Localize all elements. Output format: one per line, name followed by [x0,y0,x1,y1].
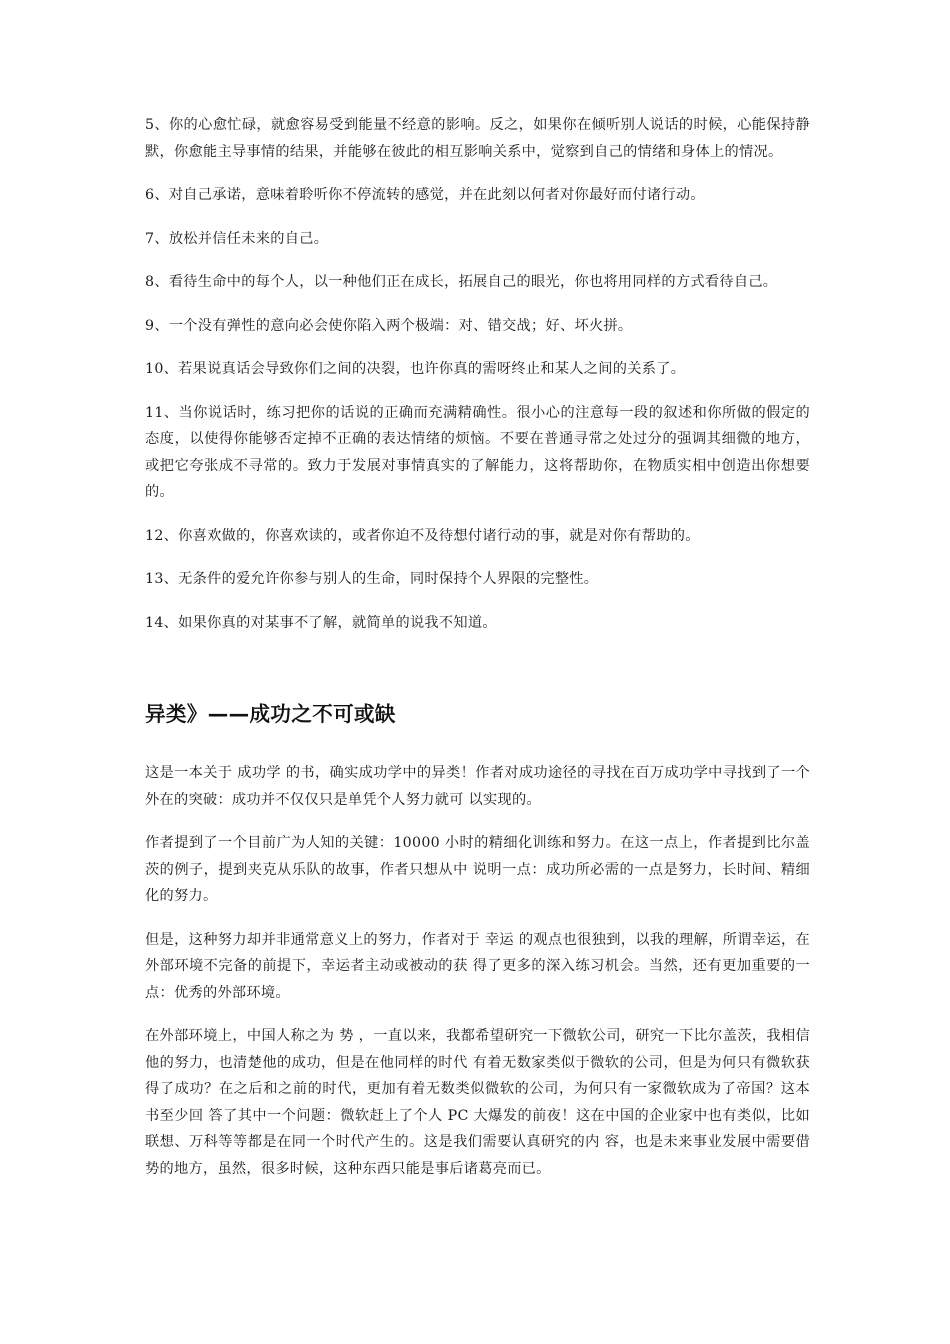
section-paragraph-2: 作者提到了一个目前广为人知的关键：10000 小时的精细化训练和努力。在这一点上，作者提到比尔盖茨的例子，提到夹克从乐队的故事，作者只想从中 说明一点：成功所必需的一点是努力，长时间、精细化的努力。 [145,835,810,904]
list-item-6: 6、对自己承诺，意味着聆听你不停流转的感觉，并在此刻以何者对你最好而付诸行动。 [145,187,705,203]
section-paragraph-1: 这是一本关于 成功学 的书，确实成功学中的异类！作者对成功途径的寻找在百万成功学中寻找到了一个外在的突破：成功并不仅仅只是单凭个人努力就可 以实现的。 [145,765,810,808]
list-item-7: 7、放松并信任未来的自己。 [145,230,329,247]
list-item-10: 10、若果说真话会导致你们之间的决裂，也许你真的需呀终止和某人之间的关系了。 [145,361,686,377]
document-page [145,112,810,1199]
list-item-13: 13、无条件的爱允许你参与别人的生命，同时保持个人界限的完整性。 [145,571,599,587]
section-paragraph-4: 在外部环境上，中国人称之为 势 ，一直以来，我都希望研究一下微软公司，研究一下比尔盖茨，我相信他的努力，也清楚他的成功，但是在他同样的时代 有着无数家类似于微软的公司，但是为何只有微软获得了成功？在之后和之前的时代，更加有着无数类似微软的公司，为何只有一家微软成为了帝国？这本书至少回 答了其中一个问题：微软赶上了个人 PC 大爆发的前夜！这在中国的企业家中也有类似，比如联想、万科等等都是在同一个时代产生的。这是我们需要认真研究的内 容，也是未来事业发展中需要借势的地方，虽然，很多时候，这种东西只能是事后诸葛亮而已。 [145,1028,810,1177]
list-item-11: 11、当你说话时，练习把你的话说的正确而充满精确性。很小心的注意每一段的叙述和你所做的假定的态度，以使得你能够否定掉不正确的表达情绪的烦恼。不要在普通寻常之处过分的强调其细微的地方，或把它夸张成不寻常的。致力于发展对事情真实的了解能力，这将帮助你，在物质实相中创造出你想要的。 [145,404,810,500]
list-item-9: 9、一个没有弹性的意向必会使你陷入两个极端：对、错交战；好、坏火拼。 [145,317,633,334]
section-heading: 异类》——成功之不可或缺 [145,702,396,726]
list-item-14: 14、如果你真的对某事不了解，就简单的说我不知道。 [145,614,497,631]
list-item-12: 12、你喜欢做的，你喜欢读的，或者你迫不及待想付诸行动的事，就是对你有帮助的。 [145,527,700,544]
list-item-5: 5、你的心愈忙碌，就愈容易受到能量不经意的影响。反之，如果你在倾听别人说话的时候，心能保持静默，你愈能主导事情的结果，并能够在彼此的相互影响关系中，觉察到自己的情绪和身体上的情况。 [145,117,810,160]
section-paragraph-3: 但是，这种努力却并非通常意义上的努力，作者对于 幸运 的观点也很独到，以我的理解，所谓幸运，在外部环境不完备的前提下，幸运者主动或被动的获 得了更多的深入练习机会。当然，还有更加重要的一点：优秀的外部环境。 [145,931,810,1001]
section-body [145,760,810,1182]
list-item-8: 8、看待生命中的每个人，以一种他们正在成长，拓展自己的眼光，你也将用同样的方式看待自己。 [145,274,778,290]
numbered-list [145,112,810,636]
